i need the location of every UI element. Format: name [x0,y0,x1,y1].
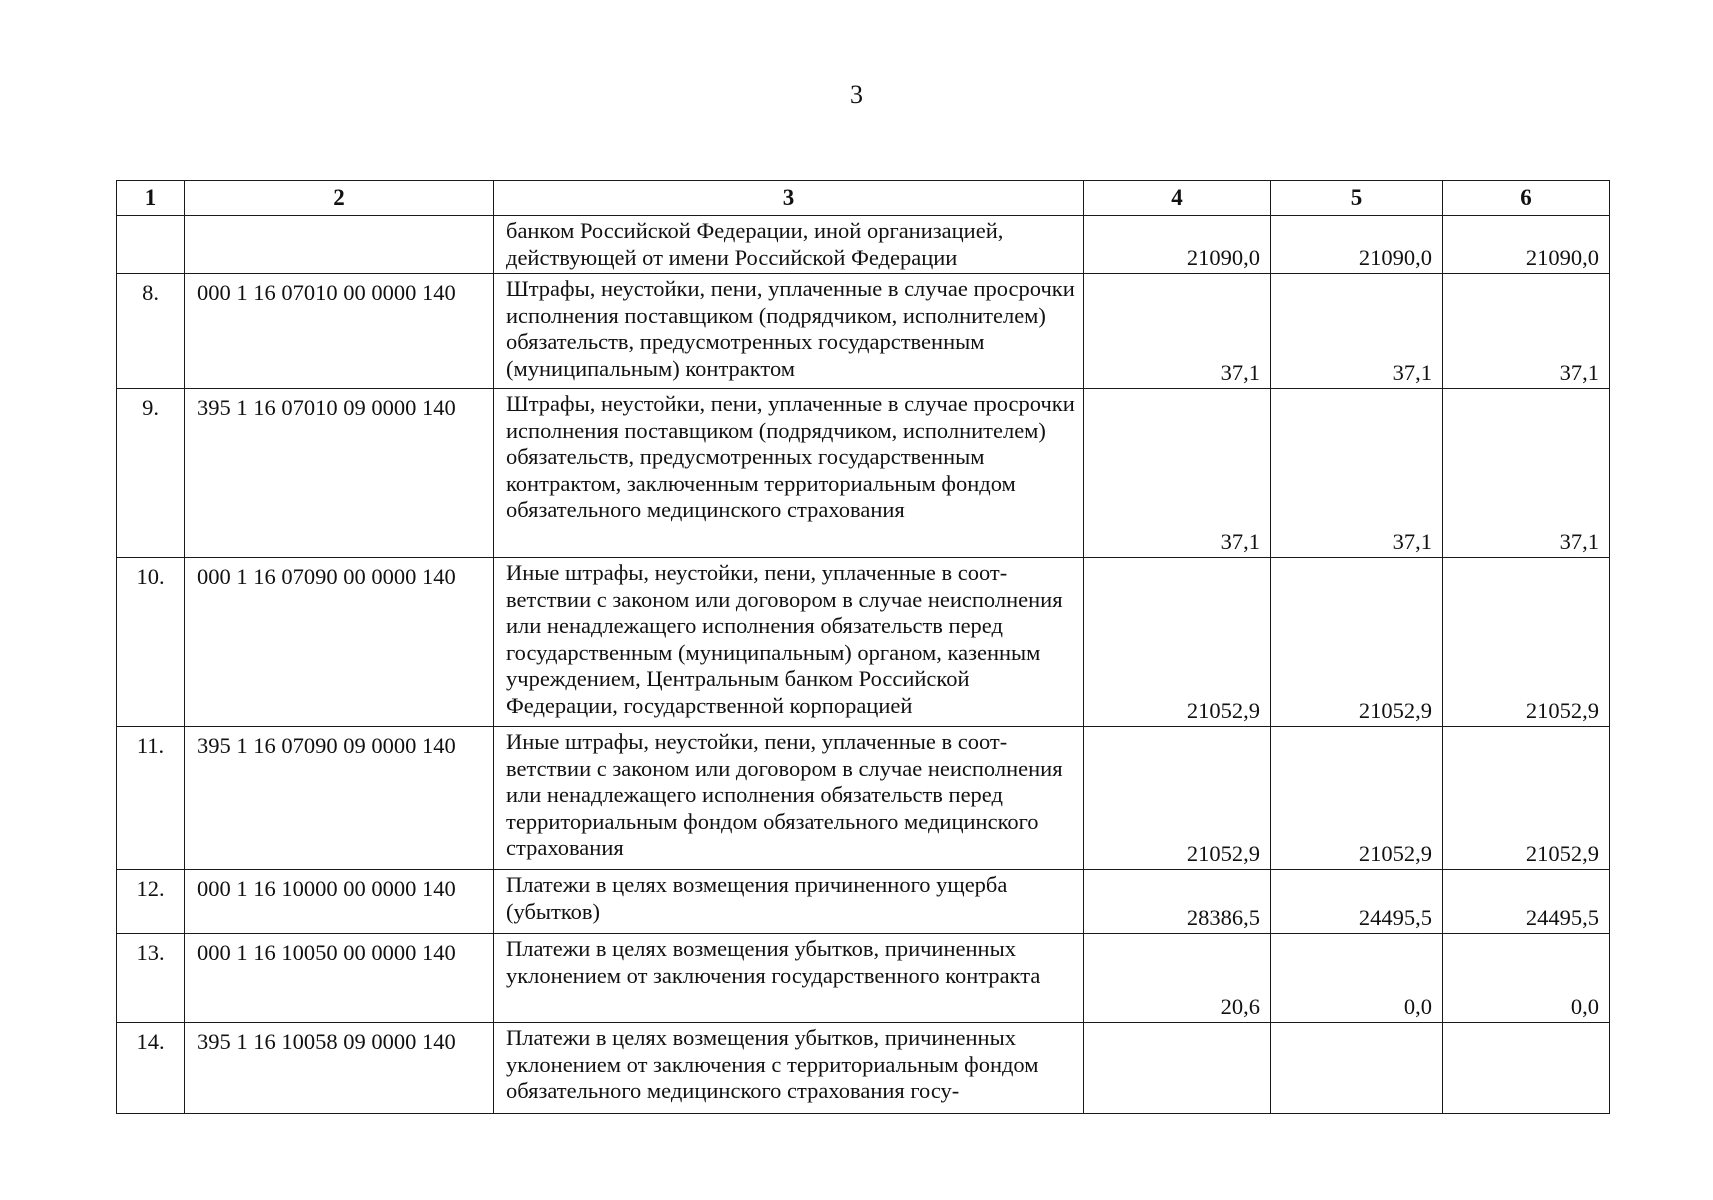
row-number: 8. [117,274,185,389]
value-col-6: 24495,5 [1443,870,1610,934]
row-number [117,216,185,274]
budget-code: 000 1 16 07090 00 0000 140 [185,558,494,727]
budget-code: 000 1 16 10000 00 0000 140 [185,870,494,934]
row-description: Иные штрафы, неустойки, пени, уплаченные в соответствии с законом или договором в случае неисполнения или ненадлежащего исполнения обязательств перед государственным (муниципальным) органом, казенным учреждением, Центральным банком Российской Федерации, государственной корпорацией [494,558,1084,727]
row-number: 13. [117,934,185,1023]
value-col-5: 24495,5 [1271,870,1443,934]
value-col-5: 21090,0 [1271,216,1443,274]
value-col-4: 21090,0 [1084,216,1271,274]
col-header-6: 6 [1443,181,1610,216]
value-col-4: 28386,5 [1084,870,1271,934]
value-col-5: 21052,9 [1271,558,1443,727]
row-number: 12. [117,870,185,934]
value-col-6: 21052,9 [1443,558,1610,727]
value-col-6: 37,1 [1443,389,1610,558]
budget-code [185,216,494,274]
row-number: 14. [117,1023,185,1114]
budget-code: 395 1 16 10058 09 0000 140 [185,1023,494,1114]
page-number: 3 [850,80,863,109]
col-header-3: 3 [494,181,1084,216]
table-row [117,216,1610,274]
table-row [117,1023,1610,1114]
header-row [117,181,1610,216]
value-col-4 [1084,1023,1271,1114]
value-col-5: 0,0 [1271,934,1443,1023]
row-number: 11. [117,727,185,870]
row-number: 9. [117,389,185,558]
value-col-5: 21052,9 [1271,727,1443,870]
row-description: Штрафы, неустойки, пени, уплаченные в случае просрочки исполнения поставщиком (подрядчиком, исполнителем) обязательств, предусмотренных государственным контрактом, заключенным территориальным фондом обязательного медицинского страхования [494,389,1084,558]
budget-table [116,180,1610,1114]
table-row [117,389,1610,558]
row-description: Платежи в целях возмещения убытков, причиненных уклонением от заключения государственного контракта [494,934,1084,1023]
col-header-5: 5 [1271,181,1443,216]
row-description: Штрафы, неустойки, пени, уплаченные в случае просрочки исполнения поставщиком (подрядчиком, исполнителем) обязательств, предусмотренных государственным (муниципальным) контрактом [494,274,1084,389]
table-row [117,934,1610,1023]
table-row [117,727,1610,870]
value-col-4: 21052,9 [1084,727,1271,870]
value-col-5: 37,1 [1271,274,1443,389]
value-col-4: 37,1 [1084,389,1271,558]
value-col-6: 21090,0 [1443,216,1610,274]
row-description: Иные штрафы, неустойки, пени, уплаченные в соответствии с законом или договором в случае неисполнения или ненадлежащего исполнения обязательств перед территориальным фондом обязательного медицинского страхования [494,727,1084,870]
row-description: Платежи в целях возмещения убытков, причиненных уклонением от заключения с территориальным фондом обязательного медицинского страхования госу- [494,1023,1084,1114]
value-col-5: 37,1 [1271,389,1443,558]
col-header-2: 2 [185,181,494,216]
table-row [117,558,1610,727]
budget-code: 395 1 16 07090 09 0000 140 [185,727,494,870]
value-col-4: 20,6 [1084,934,1271,1023]
value-col-4: 21052,9 [1084,558,1271,727]
col-header-4: 4 [1084,181,1271,216]
value-col-5 [1271,1023,1443,1114]
value-col-4: 37,1 [1084,274,1271,389]
budget-code: 395 1 16 07010 09 0000 140 [185,389,494,558]
value-col-6 [1443,1023,1610,1114]
row-description: Платежи в целях возмещения причиненного ущерба (убытков) [494,870,1084,934]
col-header-1: 1 [117,181,185,216]
value-col-6: 0,0 [1443,934,1610,1023]
budget-code: 000 1 16 07010 00 0000 140 [185,274,494,389]
row-number: 10. [117,558,185,727]
row-description: банком Российской Федерации, иной организацией, действующей от имени Российской Федерации [494,216,1084,274]
value-col-6: 37,1 [1443,274,1610,389]
value-col-6: 21052,9 [1443,727,1610,870]
budget-code: 000 1 16 10050 00 0000 140 [185,934,494,1023]
table-row [117,274,1610,389]
table-row [117,870,1610,934]
